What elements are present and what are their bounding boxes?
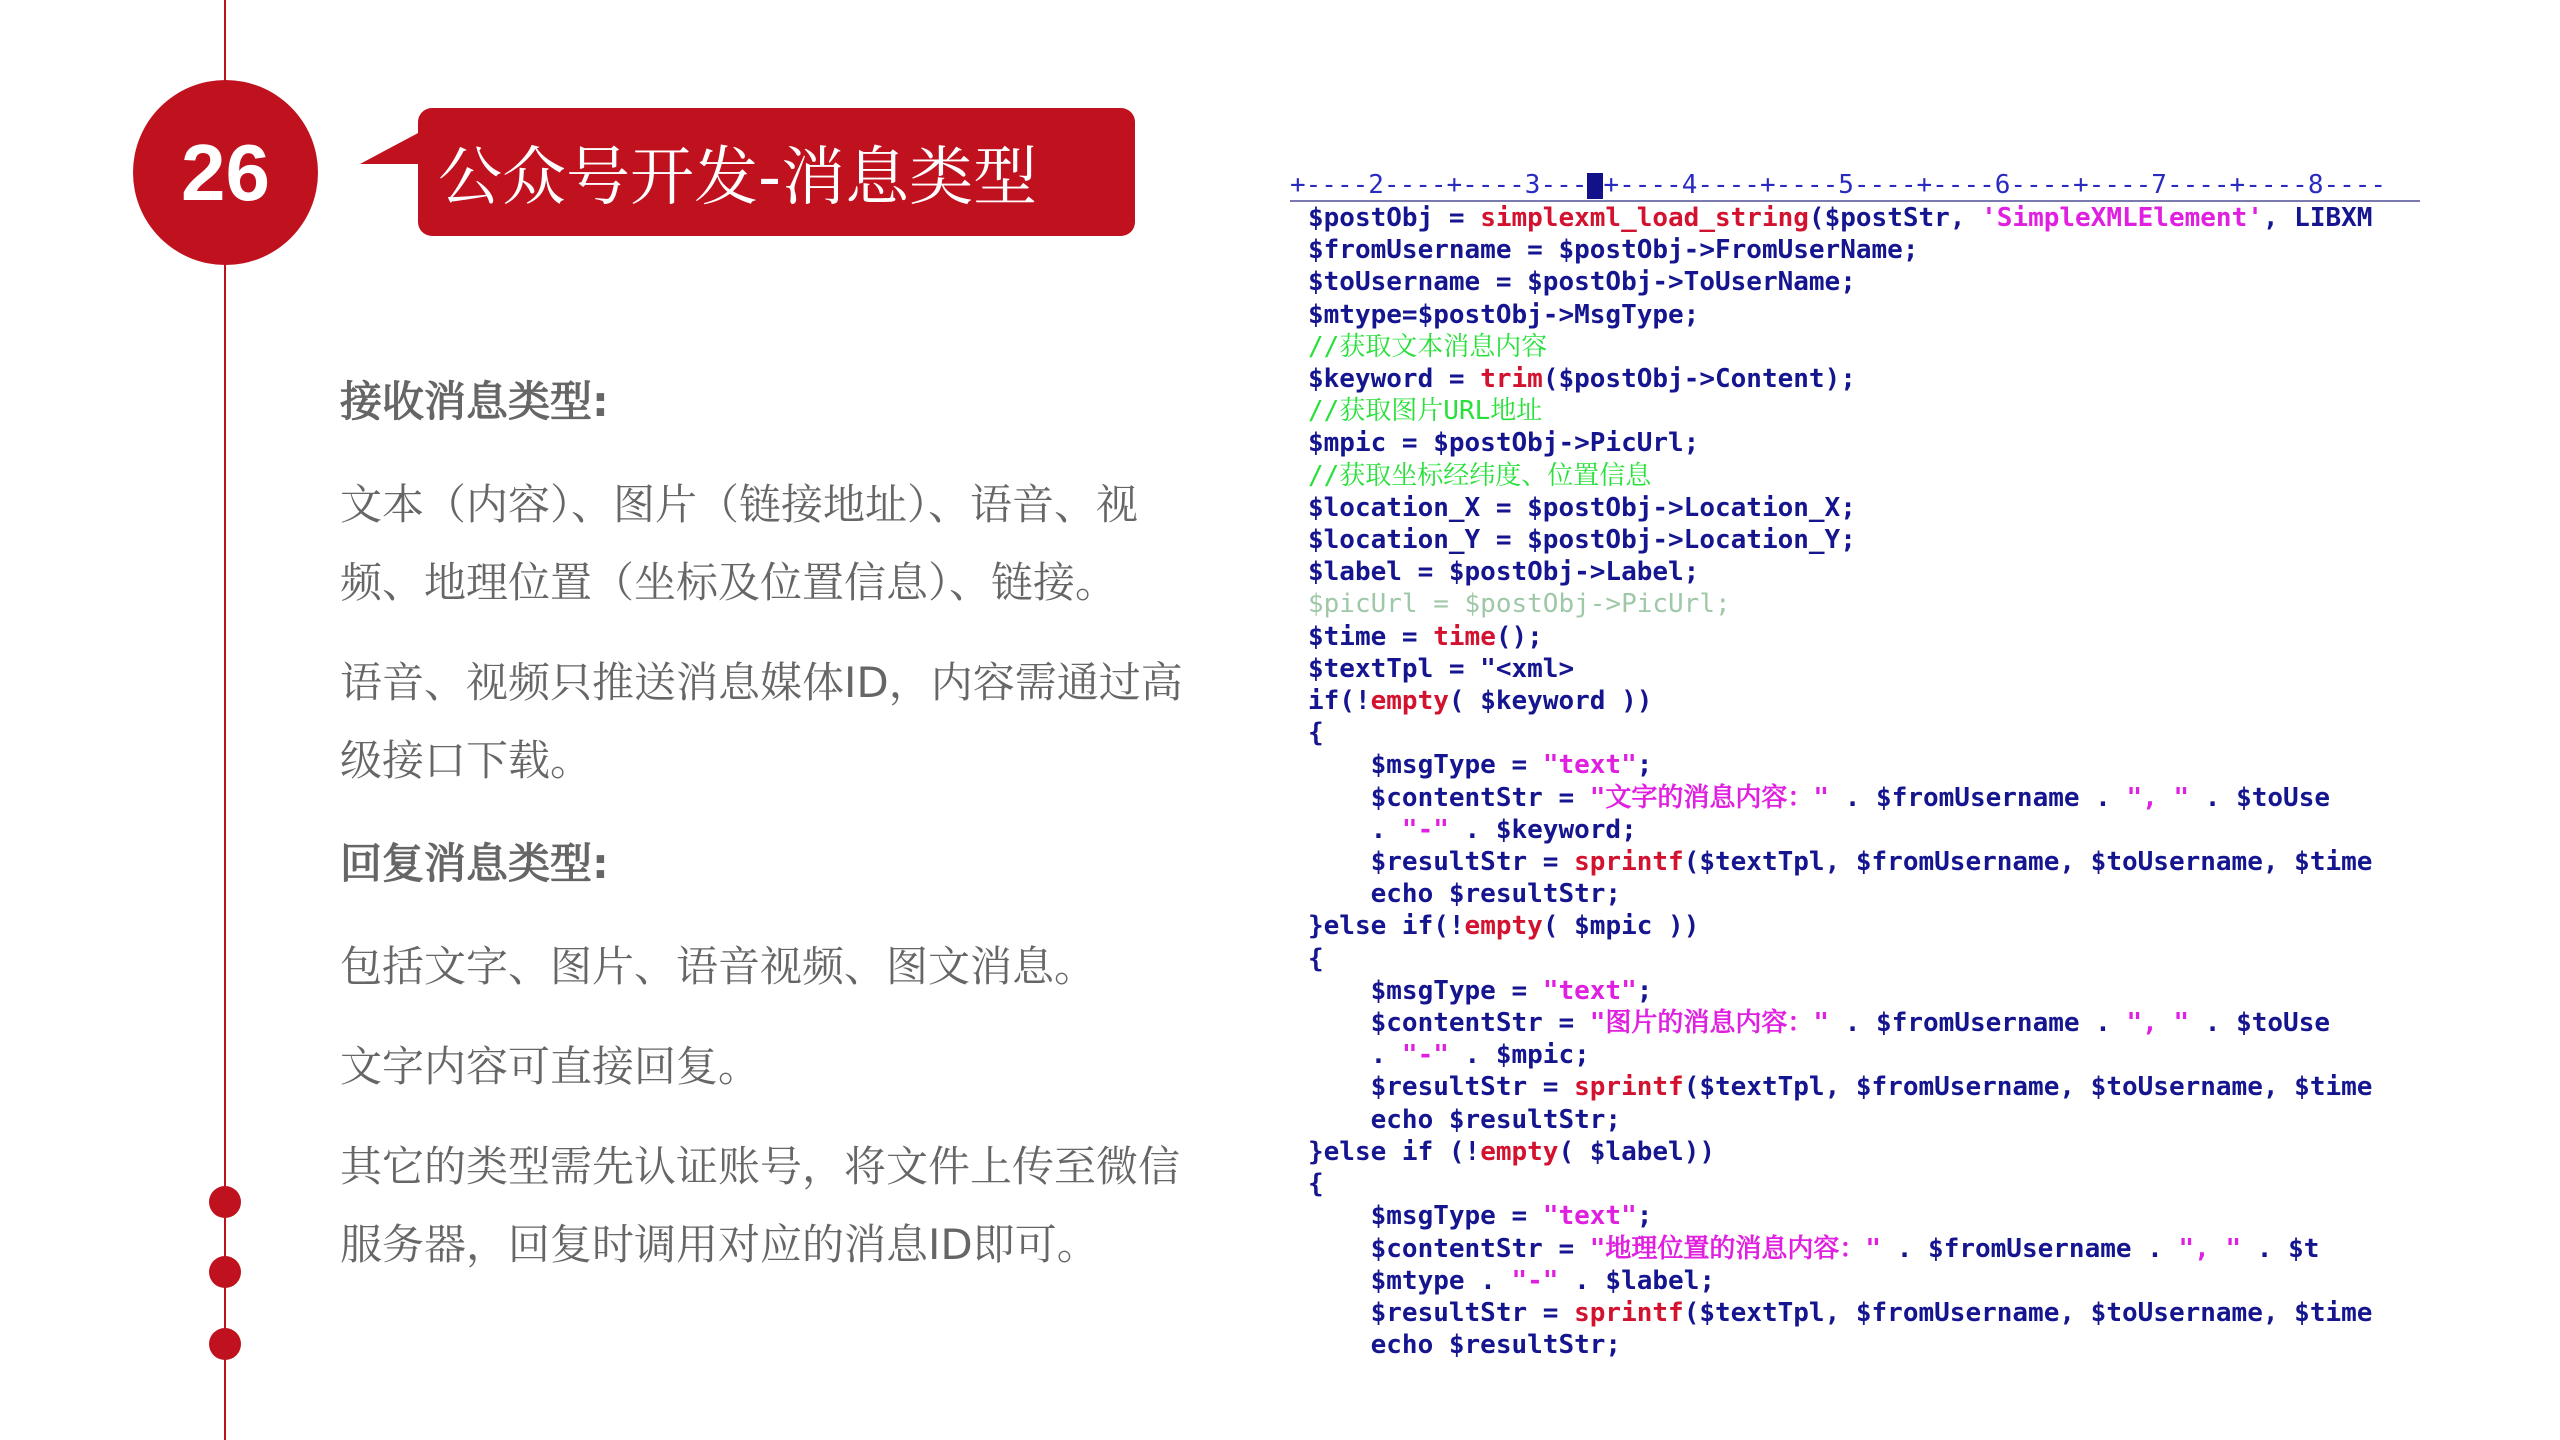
code-line: $toUsername = $postObj->ToUserName; <box>1308 267 1856 298</box>
reply-paragraph-3: 其它的类型需先认证账号，将文件上传至微信服务器，回复时调用对应的消息ID即可。 <box>340 1142 1181 1269</box>
code-line: { <box>1308 718 1324 749</box>
code-line: //获取文本消息内容 <box>1308 331 1548 362</box>
code-line: $keyword = trim($postObj->Content); <box>1308 364 1856 395</box>
receive-paragraph-2: 语音、视频只推送消息媒体ID，内容需通过高级接口下载。 <box>340 658 1183 785</box>
code-line: //获取图片URL地址 <box>1308 396 1543 427</box>
text-column <box>340 360 1220 1284</box>
code-line: if(!empty( $keyword )) <box>1308 686 1653 717</box>
decor-dot <box>209 1256 241 1288</box>
code-line: $mtype=$postObj->MsgType; <box>1308 299 1700 330</box>
code-lines <box>1290 202 2420 1361</box>
code-line: $contentStr = "图片的消息内容：" . $fromUsername . ", " . $toUse <box>1308 1008 2331 1039</box>
code-line: $contentStr = "文字的消息内容：" . $fromUsername . ", " . $toUse <box>1308 782 2331 813</box>
code-line: . "-" . $keyword; <box>1308 814 1637 845</box>
reply-paragraph-2: 文字内容可直接回复。 <box>340 1042 761 1091</box>
code-screenshot <box>1290 170 2420 1370</box>
code-line: { <box>1308 1169 1324 1200</box>
code-line: }else if(!empty( $mpic )) <box>1308 911 1700 942</box>
code-line: $label = $postObj->Label; <box>1308 557 1700 588</box>
code-line: . "-" . $mpic; <box>1308 1040 1590 1071</box>
code-line: $resultStr = sprintf($textTpl, $fromUsername, $toUsername, $time <box>1308 1072 2373 1103</box>
reply-heading: 回复消息类型: <box>340 839 609 888</box>
code-line: echo $resultStr; <box>1308 1104 1622 1135</box>
decor-dot <box>209 1186 241 1218</box>
ruler-right: +----4----+----5----+----6----+----7----+----8---- <box>1603 170 2387 200</box>
code-line: $mpic = $postObj->PicUrl; <box>1308 428 1700 459</box>
slide-number: 26 <box>133 80 318 265</box>
receive-heading: 接收消息类型: <box>340 377 609 426</box>
code-line: $msgType = "text"; <box>1308 1201 1653 1232</box>
code-line: $picUrl = $postObj->PicUrl; <box>1308 589 1731 620</box>
code-line: $resultStr = sprintf($textTpl, $fromUsername, $toUsername, $time <box>1308 847 2373 878</box>
code-line: $msgType = "text"; <box>1308 975 1653 1006</box>
ruler-cursor <box>1587 173 1603 199</box>
ruler-left: +----2----+----3--- <box>1290 170 1588 200</box>
receive-paragraph-1: 文本（内容）、图片（链接地址）、语音、视频、地理位置（坐标及位置信息）、链接。 <box>340 480 1139 607</box>
code-line: $resultStr = sprintf($textTpl, $fromUsername, $toUsername, $time <box>1308 1297 2373 1328</box>
code-line: $location_Y = $postObj->Location_Y; <box>1308 525 1856 556</box>
code-line: { <box>1308 943 1324 974</box>
code-line: $time = time(); <box>1308 621 1543 652</box>
title-pointer <box>360 132 420 164</box>
code-line: $mtype . "-" . $label; <box>1308 1265 1716 1296</box>
slide-title: 公众号开发-消息类型 <box>418 108 1135 236</box>
code-line: $location_X = $postObj->Location_X; <box>1308 492 1856 523</box>
editor-ruler <box>1290 170 2420 202</box>
code-line: //获取坐标经纬度、位置信息 <box>1308 460 1652 491</box>
code-line: }else if (!empty( $label)) <box>1308 1136 1716 1167</box>
code-line: echo $resultStr; <box>1308 879 1622 910</box>
code-line: $msgType = "text"; <box>1308 750 1653 781</box>
code-line: $contentStr = "地理位置的消息内容：" . $fromUsername . ", " . $t <box>1308 1233 2320 1264</box>
code-line: $postObj = simplexml_load_string($postStr, 'SimpleXMLElement', LIBXM <box>1308 203 2373 233</box>
code-line: $textTpl = "<xml> <box>1308 653 1575 684</box>
reply-paragraph-1: 包括文字、图片、语音视频、图文消息。 <box>340 942 1097 991</box>
code-line: echo $resultStr; <box>1308 1330 1622 1361</box>
decor-dot <box>209 1328 241 1360</box>
code-line: $fromUsername = $postObj->FromUserName; <box>1308 235 1919 266</box>
